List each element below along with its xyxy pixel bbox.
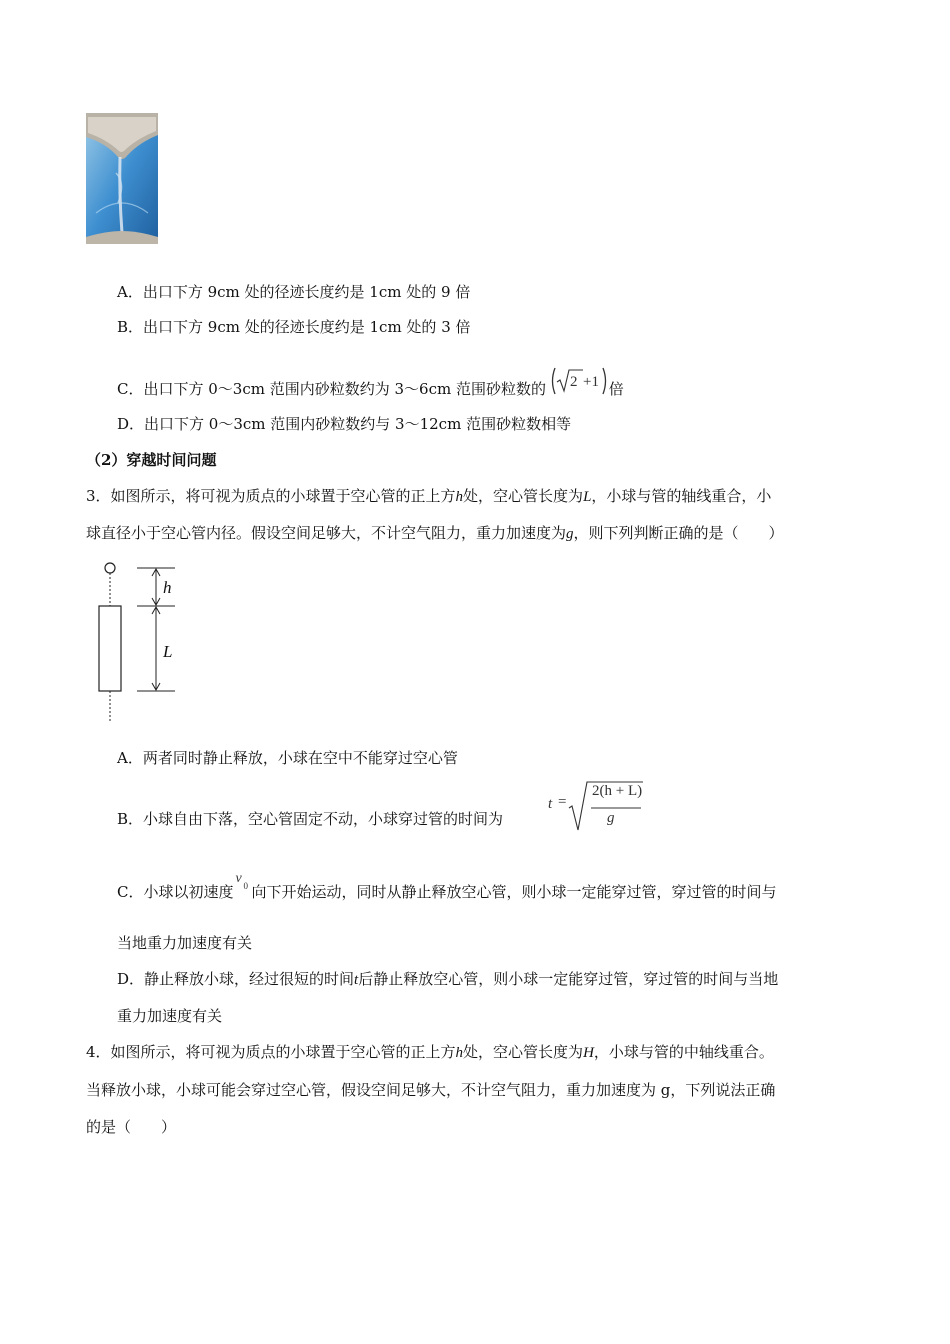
q4-text: ，小球与管的中轴线重合。 — [593, 1043, 774, 1061]
formula-denominator: g — [607, 810, 615, 826]
q3-option-d-text: D．静止释放小球，经过很短的时间 — [117, 970, 355, 988]
fig-label-h: h — [163, 578, 172, 597]
q3-option-b-text: B．小球自由下落，空心管固定不动，小球穿过管的时间为 — [117, 810, 504, 828]
q2-option-c-suffix: 倍 — [608, 380, 624, 398]
q2-option-b: B．出口下方 9cm 处的径迹长度约是 1cm 处的 3 倍 — [117, 318, 471, 336]
hollow-tube — [99, 606, 121, 691]
q2-option-c — [117, 364, 624, 399]
q3-option-d — [117, 968, 778, 989]
q4-text: 4．如图所示，将可视为质点的小球置于空心管的正上方 — [86, 1043, 456, 1061]
q3-option-b — [117, 808, 503, 829]
q4-stem-line2: 当释放小球，小球可能会穿过空心管，假设空间足够大，不计空气阻力，重力加速度为 g，下列说法正确 — [86, 1081, 776, 1099]
ball-circle — [105, 563, 115, 573]
q3-text: ，则下列判断正确的是（ ） — [573, 524, 784, 542]
var-t: t — [354, 972, 359, 988]
formula-t: t — [548, 796, 553, 812]
q4-stem-line3: 的是（ ） — [86, 1118, 177, 1136]
q2-option-c-text: C．出口下方 0～3cm 范围内砂粒数约为 3～6cm 范围砂粒数的 — [117, 380, 546, 398]
q2-option-c-formula — [549, 364, 609, 398]
section-heading: （2）穿越时间问题 — [86, 451, 217, 469]
q3-text: ，小球与管的轴线重合，小 — [591, 487, 772, 505]
formula-numerator: 2(h + L) — [592, 783, 643, 799]
formula-v0 — [233, 871, 251, 897]
q3-option-c-text2: 向下开始运动，同时从静止释放空心管，则小球一定能穿过管，穿过管的时间与 — [251, 883, 777, 901]
q3-stem-line1 — [86, 485, 771, 506]
q3-stem-line2 — [86, 522, 784, 543]
q4-stem-line1 — [86, 1041, 774, 1062]
svg-text:2: 2 — [569, 374, 578, 390]
formula-equals: = — [558, 794, 567, 810]
q3-text: 球直径小于空心管内径。假设空间足够大，不计空气阻力，重力加速度为 — [86, 524, 567, 542]
hourglass-sand-photo — [86, 113, 158, 244]
q3-option-c-line2: 当地重力加速度有关 — [117, 934, 253, 952]
q3-option-c — [117, 871, 777, 902]
q3-text: 处，空心管长度为 — [463, 487, 584, 505]
var-h: h — [455, 1045, 464, 1061]
formula-v-subscript: 0 — [243, 881, 248, 891]
q4-text: 处，空心管长度为 — [463, 1043, 584, 1061]
formula-v: v — [235, 871, 242, 886]
svg-text:+1: +1 — [582, 374, 599, 390]
fig-label-l: L — [163, 642, 173, 661]
q2-option-a: A．出口下方 9cm 处的径迹长度约是 1cm 处的 9 倍 — [117, 283, 471, 301]
q3-option-b-formula — [548, 778, 648, 834]
q3-option-a: A．两者同时静止释放，小球在空中不能穿过空心管 — [117, 749, 458, 767]
q3-option-d-text2: 后静止释放空心管，则小球一定能穿过管，穿过管的时间与当地 — [358, 970, 779, 988]
q3-option-c-text: C．小球以初速度 — [117, 883, 234, 901]
var-l: L — [583, 489, 592, 505]
q3-tube-diagram — [90, 558, 190, 728]
q3-text: 3．如图所示，将可视为质点的小球置于空心管的正上方 — [86, 487, 456, 505]
var-g: g — [566, 526, 574, 542]
q3-option-d-line2: 重力加速度有关 — [117, 1007, 223, 1025]
q2-option-d: D．出口下方 0～3cm 范围内砂粒数约与 3～12cm 范围砂粒数相等 — [117, 415, 572, 433]
var-capital-h: H — [583, 1045, 594, 1061]
var-h: h — [455, 489, 464, 505]
